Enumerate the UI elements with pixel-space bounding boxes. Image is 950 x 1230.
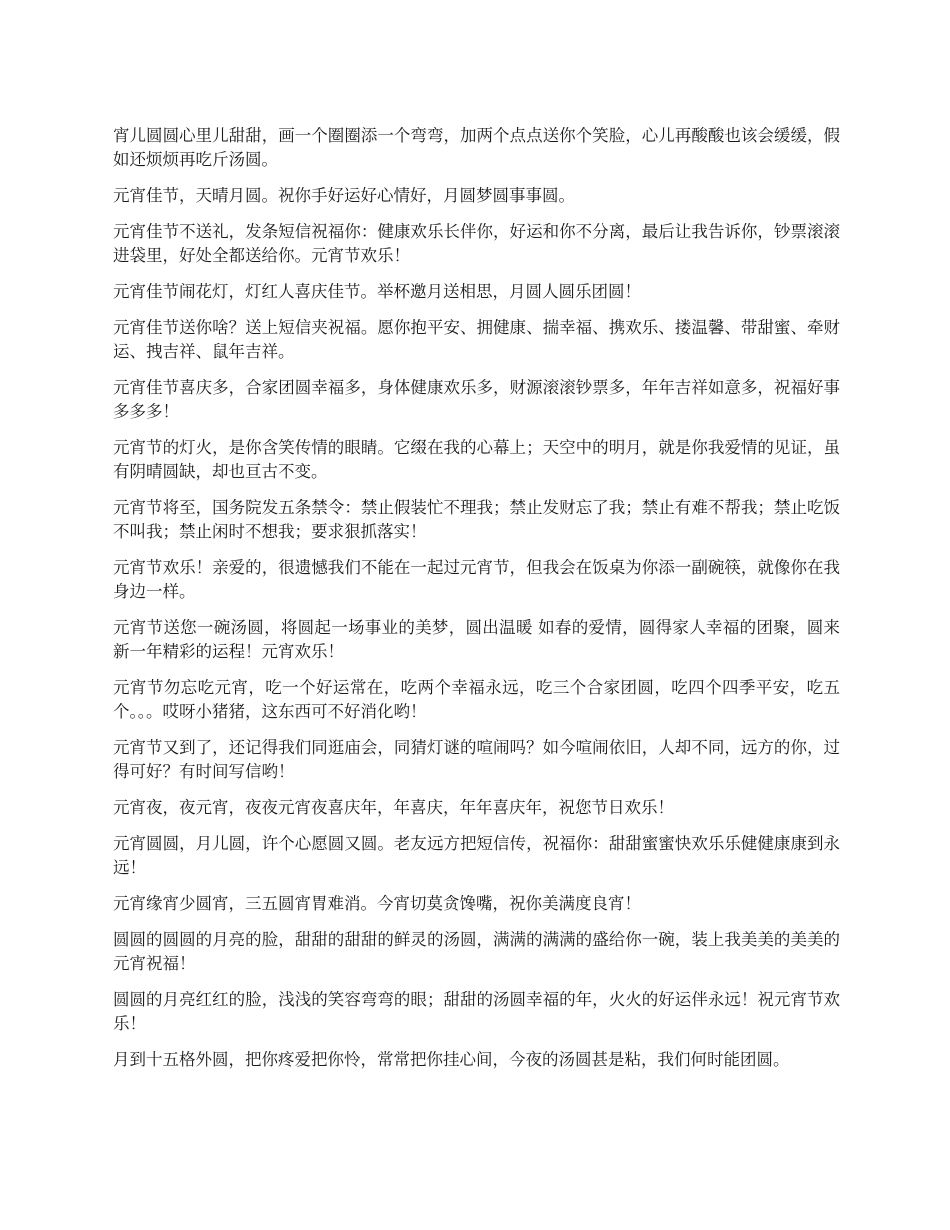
paragraph: 月到十五格外圆，把你疼爱把你怜，常常把你挂心间，今夜的汤圆甚是粘，我们何时能团圆。 [113, 1050, 790, 1069]
paragraph: 元宵佳节不送礼，发条短信祝福你：健康欢乐长伴你，好运和你不分离，最后让我告诉你，钞票滚滚进袋里，好处全都送给你。元宵节欢乐！ [113, 222, 840, 265]
paragraph: 圆圆的月亮红红的脸，浅浅的笑容弯弯的眼；甜甜的汤圆幸福的年，火火的好运伴永远！祝元宵节欢乐！ [113, 990, 840, 1033]
paragraph: 元宵缘宵少圆宵，三五圆宵胃难消。今宵切莫贪馋嘴，祝你美满度良宵！ [113, 894, 641, 913]
document-page [113, 124, 840, 1084]
paragraph: 元宵佳节闹花灯，灯红人喜庆佳节。举杯邀月送相思，月圆人圆乐团圆！ [113, 282, 641, 301]
paragraph: 元宵佳节，天晴月圆。祝你手好运好心情好，月圆梦圆事事圆。 [113, 186, 575, 205]
paragraph: 元宵节又到了，还记得我们同逛庙会，同猜灯谜的喧闹吗？如今喧闹依旧，人却不同，远方的你，过得可好？有时间写信哟！ [113, 738, 840, 781]
paragraph: 元宵佳节喜庆多，合家团圆幸福多，身体健康欢乐多，财源滚滚钞票多，年年吉祥如意多，祝福好事多多多！ [113, 378, 840, 421]
paragraph: 元宵节的灯火，是你含笑传情的眼睛。它缀在我的心幕上；天空中的明月，就是你我爱情的见证，虽有阴晴圆缺，却也亘古不变。 [113, 438, 840, 481]
paragraph: 元宵节送您一碗汤圆，将圆起一场事业的美梦，圆出温暖 如春的爱情，圆得家人幸福的团聚，圆来新一年精彩的运程！元宵欢乐！ [113, 618, 840, 661]
paragraph: 宵儿圆圆心里儿甜甜，画一个圈圈添一个弯弯，加两个点点送你个笑脸，心儿再酸酸也该会缓缓，假如还烦烦再吃斤汤圆。 [113, 126, 840, 169]
paragraph: 元宵佳节送你啥？送上短信夹祝福。愿你抱平安、拥健康、揣幸福、携欢乐、搂温馨、带甜蜜、牵财运、拽吉祥、鼠年吉祥。 [113, 318, 840, 361]
paragraph: 元宵节勿忘吃元宵，吃一个好运常在，吃两个幸福永远，吃三个合家团圆，吃四个四季平安，吃五个。。。哎呀小猪猪，这东西可不好消化哟！ [113, 678, 840, 721]
paragraph: 元宵节将至，国务院发五条禁令：禁止假装忙不理我；禁止发财忘了我；禁止有难不帮我；禁止吃饭不叫我；禁止闲时不想我；要求狠抓落实！ [113, 498, 840, 541]
paragraph: 元宵圆圆，月儿圆，许个心愿圆又圆。老友远方把短信传，祝福你：甜甜蜜蜜快欢乐乐健健康康到永远！ [113, 834, 840, 877]
paragraph: 圆圆的圆圆的月亮的脸，甜甜的甜甜的鲜灵的汤圆，满满的满满的盛给你一碗，装上我美美的美美的元宵祝福！ [113, 930, 840, 973]
paragraph: 元宵节欢乐！亲爱的，很遗憾我们不能在一起过元宵节，但我会在饭桌为你添一副碗筷，就像你在我身边一样。 [113, 558, 840, 601]
paragraph: 元宵夜，夜元宵，夜夜元宵夜喜庆年，年喜庆，年年喜庆年，祝您节日欢乐！ [113, 798, 674, 817]
